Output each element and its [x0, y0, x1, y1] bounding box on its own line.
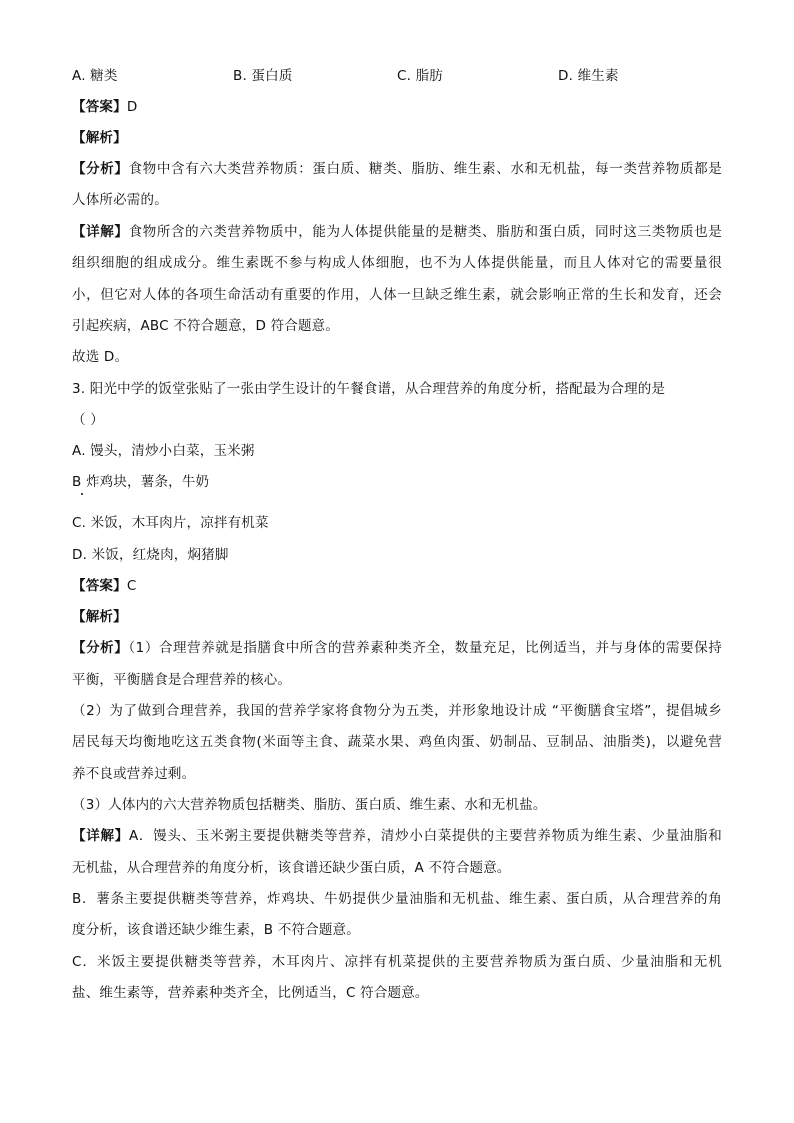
answer-line: [72, 576, 136, 596]
question-bracket: （ ）: [72, 412, 104, 428]
fenxi-paragraph-line: 【分析】食物中含有六大类营养物质：蛋白质、糖类、脂肪、维生素、水和无机盐，每一类营养物质都是: [72, 161, 722, 177]
xiangjie-paragraph-line: 【详解】A．馒头、玉米粥主要提供糖类等营养，清炒小白菜提供的主要营养物质为维生素、少量油脂和: [72, 828, 722, 844]
fenxi-tag: 【分析】: [72, 161, 129, 177]
analysis-heading: 【解析】: [72, 130, 127, 146]
option-d: D. 米饭，红烧肉，焖猪脚: [72, 547, 229, 563]
option-b: B. 蛋白质: [233, 68, 293, 84]
xiangjie-paragraph-line: 组织细胞的组成成分。维生素既不参与构成人体细胞，也不为人体提供能量，而且人体对它的需要量很: [72, 255, 722, 271]
answer-tag: 【答案】: [72, 99, 127, 115]
xiangjie-paragraph-line: 小，但它对人体的各项生命活动有重要的作用，人体一旦缺乏维生素，就会影响正常的生长和发育，还会: [72, 287, 722, 303]
answer-value: D: [126, 99, 138, 115]
xiangjie-tag: 【详解】: [72, 224, 129, 240]
xiangjie-paragraph-line: C．米饭主要提供糖类等营养，木耳肉片、凉拌有机菜提供的主要营养物质为蛋白质、少量油脂和无机: [72, 954, 722, 970]
fenxi-paragraph-line: 【分析】（1）合理营养就是指膳食中所含的营养素种类齐全，数量充足，比例适当，并与身体的需要保持: [72, 640, 722, 656]
answer-line: [72, 97, 137, 117]
fenxi-tag: 【分析】: [72, 640, 129, 656]
option-c: C. 脂肪: [397, 68, 444, 84]
xiangjie-paragraph-line: B．薯条主要提供糖类等营养，炸鸡块、牛奶提供少量油脂和无机盐、维生素、蛋白质，从合理营养的角: [72, 891, 722, 907]
xiangjie-paragraph-line: 度分析，该食谱还缺少维生素，B 不符合题意。: [72, 922, 360, 938]
option-a: A. 馒头，清炒小白菜，玉米粥: [72, 443, 255, 459]
xiangjie-paragraph-line: 盐、维生素等，营养素种类齐全，比例适当，C 符合题意。: [72, 985, 429, 1001]
xiangjie-paragraph-line: 引起疾病，ABC 不符合题意，D 符合题意。: [72, 318, 340, 334]
fenxi-paragraph-line: 人体所必需的。: [72, 192, 168, 208]
xiangjie-paragraph-line: 无机盐，从合理营养的角度分析，该食谱还缺少蛋白质，A 不符合题意。: [72, 860, 511, 876]
conclusion-line: 故选 D。: [72, 349, 129, 365]
fenxi-paragraph-line: （3）人体内的六大营养物质包括糖类、脂肪、蛋白质、维生素、水和无机盐。: [72, 797, 547, 813]
answer-tag: 【答案】: [72, 578, 127, 594]
stray-dot: [81, 493, 83, 495]
answer-value: C: [126, 578, 137, 594]
fenxi-paragraph-line: 养不良或营养过剩。: [72, 766, 196, 782]
xiangjie-tag: 【详解】: [72, 828, 129, 844]
option-d: D. 维生素: [558, 68, 619, 84]
fenxi-paragraph-line: 居民每天均衡地吃这五类食物(米面等主食、蔬菜水果、鸡鱼肉蛋、奶制品、豆制品、油脂类)，以避免营: [72, 734, 722, 750]
option-c: C. 米饭，木耳肉片，凉拌有机菜: [72, 515, 269, 531]
option-b: B 炸鸡块，薯条，牛奶: [72, 474, 210, 490]
xiangjie-paragraph-line: 【详解】食物所含的六类营养物质中，能为人体提供能量的是糖类、脂肪和蛋白质，同时这三类物质也是: [72, 224, 722, 240]
fenxi-paragraph-line: （2）为了做到合理营养，我国的营养学家将食物分为五类，并形象地设计成 “平衡膳食宝塔”，提倡城乡: [72, 703, 722, 719]
analysis-heading: 【解析】: [72, 609, 127, 625]
question-stem: 3. 阳光中学的饭堂张贴了一张由学生设计的午餐食谱，从合理营养的角度分析，搭配最为合理的是: [72, 381, 666, 397]
fenxi-paragraph-line: 平衡，平衡膳食是合理营养的核心。: [72, 672, 292, 688]
option-a: A. 糖类: [72, 68, 118, 84]
